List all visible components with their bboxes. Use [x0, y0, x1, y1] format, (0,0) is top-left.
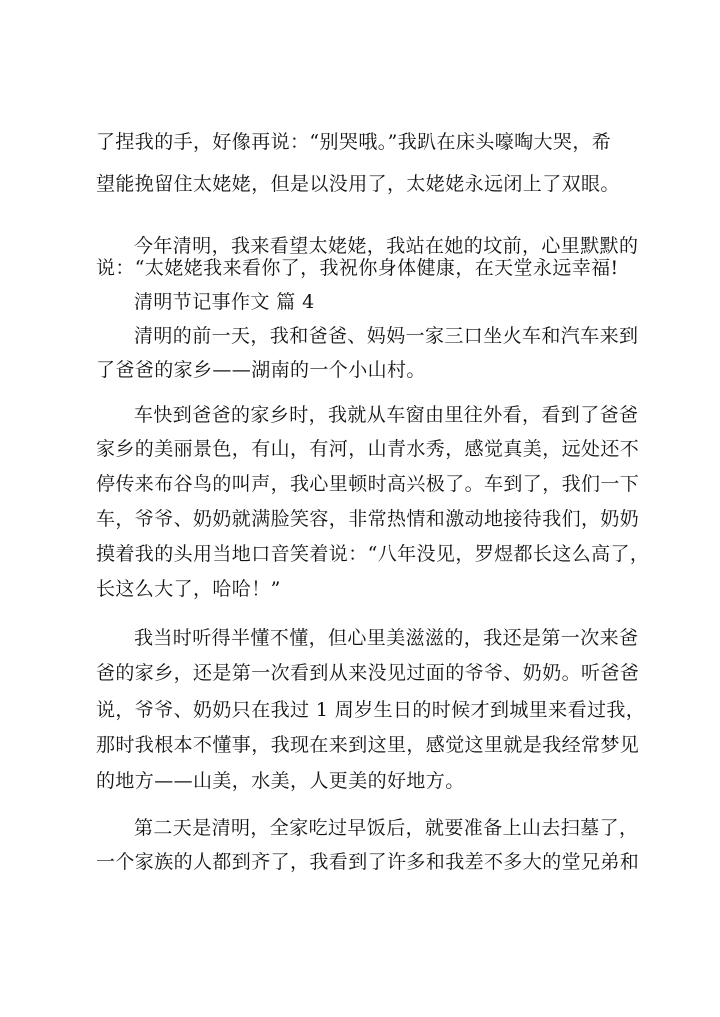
text-line: 我当时听得半懂不懂，但心里美滋滋的，我还是第一次来爸 [134, 627, 639, 649]
text-line: 车快到爸爸的家乡时，我就从车窗由里往外看，看到了爸爸 [134, 404, 639, 426]
text-line: 一个家族的人都到齐了，我看到了许多和我差不多大的堂兄弟和 [96, 851, 640, 873]
text-line: 说，爷爷、奶奶只在我过 1 周岁生日的时候才到城里来看过我， [96, 699, 646, 721]
section-heading: 清明节记事作文 篇 4 [134, 291, 315, 313]
text-line: 家乡的美丽景色，有山，有河，山青水秀，感觉真美，远处还不 [96, 438, 640, 460]
text-line: 第二天是清明，全家吃过早饭后，就要准备上山去扫墓了， [134, 817, 639, 839]
text-line: 了爸爸的家乡——湖南的一个小山村。 [96, 359, 426, 381]
text-line: 摸着我的头用当地口音笑着说：“八年没见，罗煜都长这么高了， [96, 543, 650, 565]
text-line: 清明的前一天，我和爸爸、妈妈一家三口坐火车和汽车来到 [134, 325, 639, 347]
text-line: 长这么大了，哈哈！” [96, 578, 281, 600]
text-line: 的地方——山美，水美，人更美的好地方。 [96, 770, 465, 792]
text-line: 说：“太姥姥我来看你了，我祝你身体健康，在天堂永远幸福! [96, 257, 619, 279]
text-line: 停传来布谷鸟的叫声，我心里顿时高兴极了。车到了，我们一下 [96, 473, 640, 495]
text-line: 爸的家乡，还是第一次看到从来没见过面的爷爷、奶奶。听爸爸 [96, 662, 640, 684]
text-line: 车，爷爷、奶奶就满脸笑容，非常热情和激动地接待我们，奶奶 [96, 508, 640, 530]
text-line: 了捏我的手，好像再说：“别哭哦。”我趴在床头嚎啕大哭，希 [96, 131, 612, 153]
text-line: 望能挽留住太姥姥，但是以没用了，太姥姥永远闭上了双眼。 [96, 173, 620, 195]
text-line: 那时我根本不懂事，我现在来到这里，感觉这里就是我经常梦见 [96, 734, 640, 756]
text-line: 今年清明，我来看望太姥姥，我站在她的坟前，心里默默的 [134, 235, 639, 257]
